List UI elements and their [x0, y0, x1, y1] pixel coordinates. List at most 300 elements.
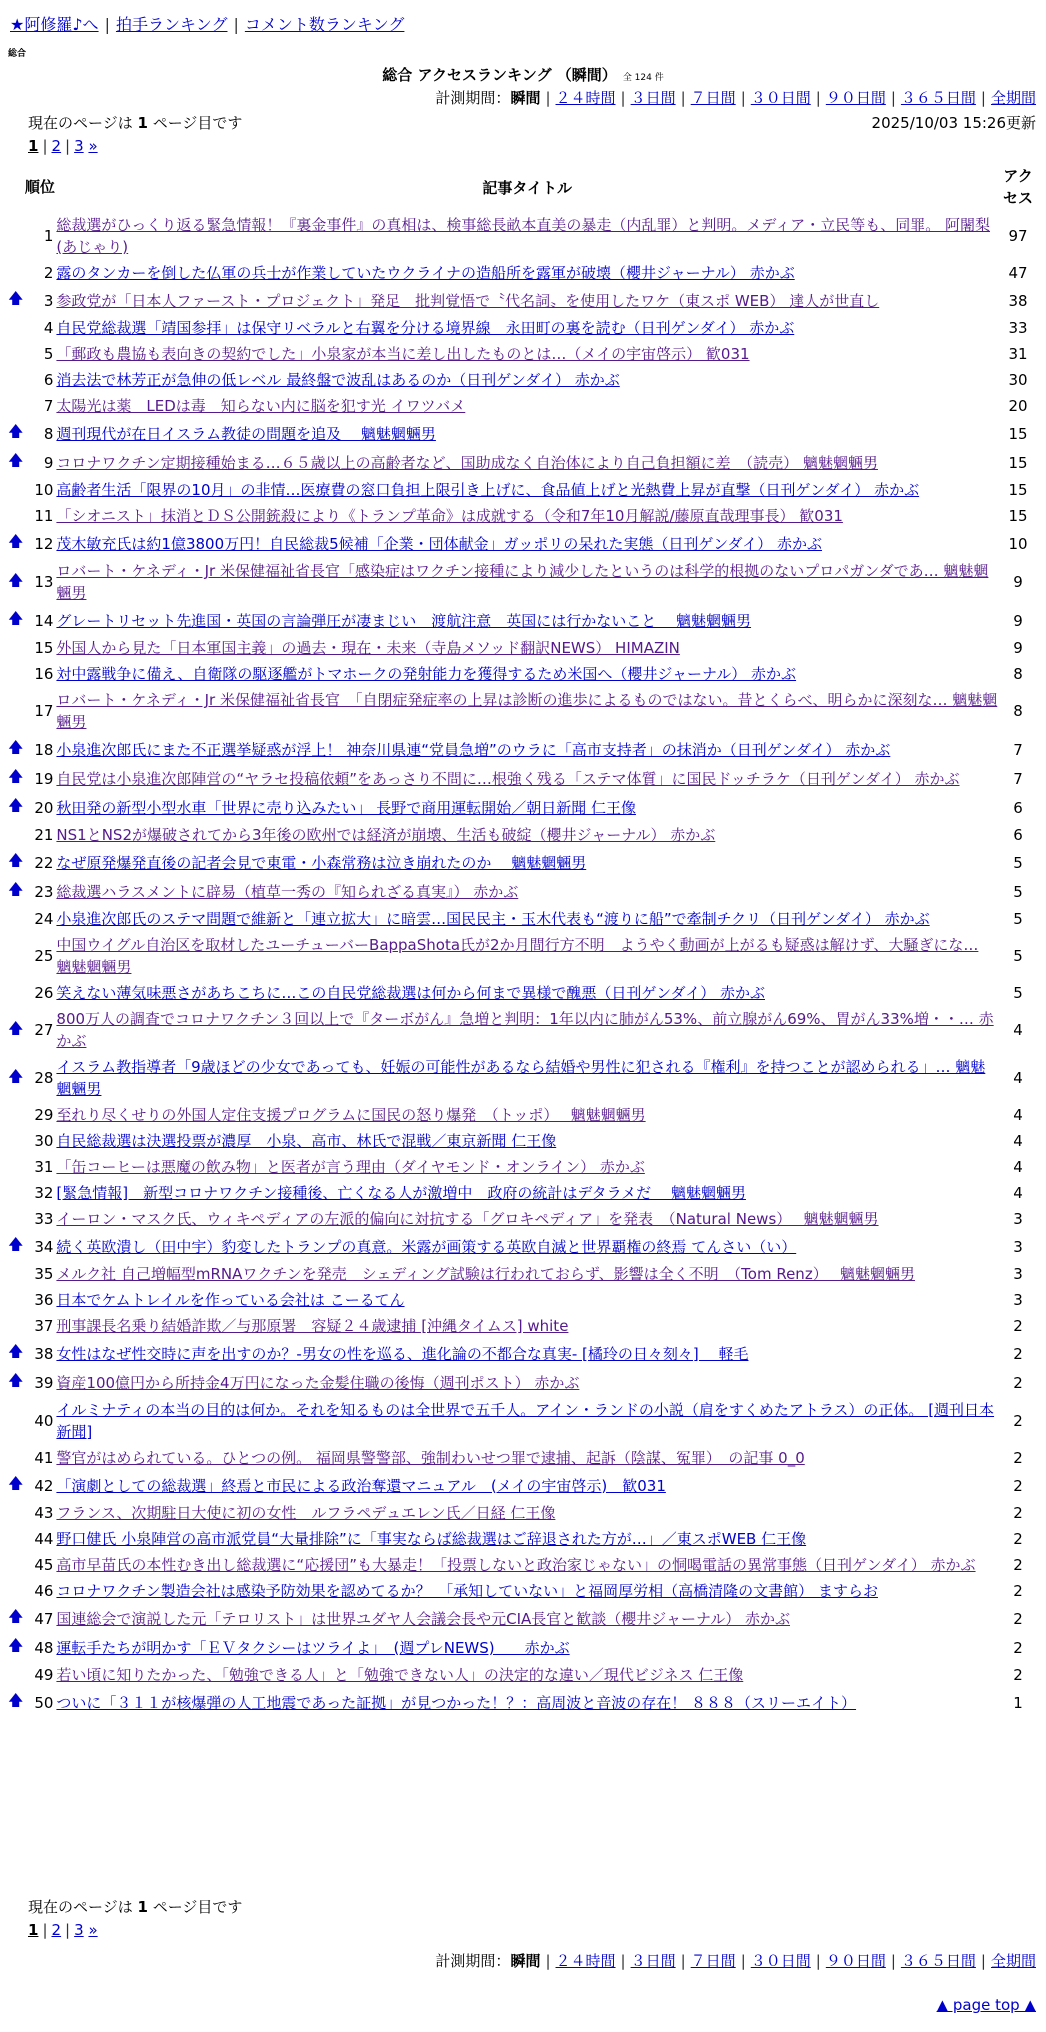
access-count: 4: [1013, 1069, 1023, 1087]
article-title-cell: [56, 286, 998, 315]
table-row: [8, 477, 1038, 503]
article-link[interactable]: 自民党は小泉進次郎陣営の“ヤラセ投稿依頼”をあっさり不問に…根強く残る「ステマ体質」に国民ドッチラケ（日刊ゲンダイ） 赤かぶ: [56, 769, 960, 788]
period-link[interactable]: ２４時間: [555, 1952, 616, 1970]
rank-change-cell: [8, 635, 23, 661]
page-info-bottom: 現在のページは 1 ページ目です: [28, 1898, 243, 1916]
access-count: 3: [1013, 1210, 1023, 1228]
rank-number: 19: [34, 769, 54, 788]
article-link[interactable]: 至れり尽くせりの外国人定住支援プログラムに国民の怒り爆発 （トッポ） 魑魅魍魎男: [56, 1106, 646, 1124]
rank-change-cell: [8, 1180, 23, 1206]
article-link[interactable]: メルク社 自己増幅型mRNAワクチンを発売 シェディング試験は行われておらず、影響は全く不明 （Tom Renz） 魑魅魍魎男: [56, 1265, 915, 1283]
rank-change-cell: [8, 341, 23, 367]
article-link[interactable]: コロナワクチン製造会社は感染予防効果を認めてるか？ 「承知していない」と福岡厚労相（高橋清隆の文書館） ますらお: [56, 1582, 878, 1600]
article-link[interactable]: ロバート・ケネディ・Jr 米保健福祉省長官「感染症はワクチン接種により減少したというのは科学的根拠のないプロパガンダであ… 魑魅魍魎男: [56, 562, 989, 602]
rank-change-cell: [8, 735, 23, 764]
table-row: [8, 1368, 1038, 1397]
rank-number: 23: [34, 882, 54, 901]
rank-change-cell: [8, 367, 23, 393]
article-title-cell: [56, 1471, 998, 1500]
table-row: [8, 1604, 1038, 1633]
article-link[interactable]: 「郵政も農協も表向きの契約でした」小泉家が本当に差し出したものとは…（メイの宇宙啓示） 歓031: [56, 345, 750, 363]
up-arrow-icon: 🡅: [8, 880, 24, 898]
article-link[interactable]: 中国ウイグル自治区を取材したユーチューバーBappaShota氏が2か月間行方不明 ようやく動画が上がるも疑惑は解けず、大騒ぎにな… 魑魅魍魎男: [56, 936, 979, 976]
table-row: [8, 635, 1038, 661]
rank-change-cell: [8, 1261, 23, 1287]
rank-change-cell: [8, 529, 23, 558]
article-title-cell: [56, 687, 998, 735]
rank-number: 5: [43, 345, 54, 363]
rank-number: 49: [34, 1666, 54, 1684]
article-title-cell: [56, 906, 998, 932]
article-link[interactable]: 日本でケムトレイルを作っている会社は こーるてん: [56, 1291, 405, 1309]
article-link[interactable]: 外国人から見た「日本軍国主義」の過去・現在・未来（寺島メソッド翻訳NEWS） HIMAZIN: [56, 639, 680, 657]
article-link[interactable]: 小泉進次郎氏のステマ問題で維新と「連立拡大」に暗雲…国民民主・玉木代表も“渡りに船”で牽制チクリ（日刊ゲンダイ） 赤かぶ: [56, 910, 930, 928]
rank-change-cell: [8, 1578, 23, 1604]
access-count: 2: [1013, 1582, 1023, 1600]
article-title-cell: [56, 1578, 998, 1604]
rank-number: 48: [34, 1638, 54, 1657]
access-count: 5: [1013, 882, 1023, 901]
ranking-body: [8, 212, 1038, 1717]
access-count: 10: [1008, 534, 1028, 553]
article-title-cell: [56, 1633, 998, 1662]
table-row: [8, 1339, 1038, 1368]
rank-change-cell: [8, 260, 23, 286]
separator: |: [620, 89, 626, 107]
access-count: 2: [1013, 1449, 1023, 1467]
article-title-cell: [56, 341, 998, 367]
article-link[interactable]: 「シオニスト」抹消とＤＳ公開銃殺により《トランプ革命》は成就する（令和7年10月解説/藤原直哉理事長） 歓031: [56, 507, 843, 525]
article-link[interactable]: [緊急情報] 新型コロナワクチン接種後、亡くなる人が激増中 政府の統計はデタラメだ 魑魅魍魎男: [56, 1184, 746, 1202]
article-title-cell: [56, 606, 998, 635]
pager-link[interactable]: 3: [74, 1921, 84, 1939]
article-link[interactable]: 刑事課長名乗り結婚詐欺／与那原署 容疑２４歳逮捕 [沖縄タイムス] white: [56, 1317, 569, 1335]
pager-link[interactable]: »: [88, 1921, 98, 1939]
article-title-cell: [56, 764, 998, 793]
pager-current-page: 1: [28, 1921, 39, 1939]
article-link[interactable]: NS1とNS2が爆破されてから3年後の欧州では経済が崩壊、生活も破綻（櫻井ジャーナル） 赤かぶ: [56, 826, 716, 844]
rank-change-cell: [8, 1526, 23, 1552]
article-link[interactable]: コロナワクチン定期接種始まる…６５歳以上の高齢者など、国助成なく自治体により自己負担額に差 （読売） 魑魅魍魎男: [56, 453, 878, 472]
table-row: [8, 1526, 1038, 1552]
rank-change-cell: [8, 1688, 23, 1717]
access-count: 15: [1008, 424, 1028, 443]
article-link[interactable]: 対中露戦争に備え、自衛隊の駆逐艦がトマホークの発射能力を獲得するため米国へ（櫻井ジャーナル） 赤かぶ: [56, 665, 797, 683]
access-count: 47: [1008, 264, 1028, 282]
period-current: 瞬間: [510, 89, 541, 107]
rank-change-cell: [8, 1339, 23, 1368]
rank-number: 20: [34, 798, 54, 817]
rank-number: 1: [43, 227, 54, 245]
rank-change-cell: [8, 822, 23, 848]
table-row: [8, 1397, 1038, 1445]
article-link[interactable]: 参政党が「日本人ファースト・プロジェクト」発足 批判覚悟で〝代名詞〟を使用したワケ（東スポ WEB） 達人が世直し: [56, 291, 880, 310]
article-title-cell: [56, 932, 998, 980]
article-title-cell: [56, 393, 998, 419]
rank-number: 12: [34, 534, 54, 553]
table-row: [8, 367, 1038, 393]
access-count: 4: [1013, 1132, 1023, 1150]
article-title-cell: [56, 315, 998, 341]
rank-change-cell: [8, 1368, 23, 1397]
access-count: 2: [1013, 1530, 1023, 1548]
rank-number: 14: [34, 611, 54, 630]
article-link[interactable]: 「演劇としての総裁選」終焉と市民による政治奪還マニュアル (メイの宇宙啓示) 歓031: [56, 1476, 666, 1495]
table-row: [8, 1287, 1038, 1313]
access-count: 6: [1013, 798, 1023, 817]
article-link[interactable]: 秋田発の新型小型水車「世界に売り込みたい」 長野で商用運転開始／朝日新聞 仁王像: [56, 798, 636, 817]
period-link[interactable]: ３０日間: [750, 89, 811, 107]
rank-number: 10: [34, 481, 54, 499]
up-arrow-icon: 🡅: [8, 289, 24, 307]
access-count: 1: [1013, 1693, 1023, 1712]
article-title-cell: [56, 477, 998, 503]
period-link[interactable]: ７日間: [690, 89, 736, 107]
table-row: [8, 1471, 1038, 1500]
up-arrow-icon: 🡅: [8, 1066, 24, 1085]
article-link[interactable]: 自民総裁選は決選投票が濃厚 小泉、高市、林氏で混戦／東京新聞 仁王像: [56, 1132, 557, 1150]
article-link[interactable]: 高齢者生活「限界の10月」の非情…医療費の窓口負担上限引き上げに、食品値上げと光熱費上昇が直撃（日刊ゲンダイ） 赤かぶ: [56, 481, 920, 499]
article-link[interactable]: 総裁選ハラスメントに辟易（植草一秀の『知られざる真実』） 赤かぶ: [56, 882, 519, 901]
article-title-cell: [56, 1261, 998, 1287]
article-link[interactable]: 女性はなぜ性交時に声を出すのか？-男女の性を巡る、進化論の不都合な真実- [橘玲の日々刻々] 軽毛: [56, 1344, 749, 1363]
rank-change-cell: [8, 212, 23, 260]
article-title-cell: [56, 1232, 998, 1261]
period-link[interactable]: 全期間: [990, 89, 1036, 107]
access-count: 9: [1013, 611, 1023, 630]
access-count: 9: [1013, 573, 1023, 591]
rank-number: 6: [43, 371, 54, 389]
rank-change-cell: [8, 877, 23, 906]
rank-number: 32: [34, 1184, 54, 1202]
pager-link[interactable]: 3: [74, 137, 84, 155]
access-count: 2: [1013, 1476, 1023, 1495]
rank-change-cell: [8, 848, 23, 877]
access-count: 2: [1013, 1344, 1023, 1363]
rank-number: 18: [34, 740, 54, 759]
rank-change-cell: [8, 980, 23, 1006]
rank-number: 17: [34, 702, 54, 720]
rank-change-cell: [8, 1313, 23, 1339]
access-count: 15: [1008, 507, 1028, 525]
access-count: 33: [1008, 319, 1028, 337]
access-count: 20: [1008, 397, 1028, 415]
article-link[interactable]: 野口健氏 小泉陣営の高市派党員“大量排除”に「事実ならば総裁選はご辞退された方が…」／東スポWEB 仁王像: [56, 1530, 807, 1548]
access-count: 2: [1013, 1412, 1023, 1430]
header-access: アクセス: [1002, 167, 1033, 207]
separator: |: [545, 89, 551, 107]
rank-change-cell: [8, 1128, 23, 1154]
up-arrow-icon: 🡅: [8, 1371, 24, 1389]
period-link[interactable]: ３日間: [630, 89, 676, 107]
separator: |: [815, 89, 821, 107]
access-count: 7: [1013, 769, 1023, 788]
rank-number: 8: [43, 424, 54, 443]
updated-timestamp: 2025/10/03 15:26更新: [871, 114, 1036, 132]
page-title-row: [0, 64, 1046, 85]
article-title-cell: [56, 1006, 998, 1054]
article-title-cell: [56, 1688, 998, 1717]
up-arrow-icon: 🡅: [8, 1474, 24, 1492]
up-arrow-icon: 🡅: [8, 1691, 24, 1709]
rank-number: 16: [34, 665, 54, 683]
rank-number: 7: [43, 397, 54, 415]
table-row: [8, 448, 1038, 477]
separator: |: [740, 1952, 746, 1970]
period-link[interactable]: ３６５日間: [900, 89, 976, 107]
article-link[interactable]: 小泉進次郎氏にまた不正選挙疑惑が浮上！ 神奈川県連“党員急増”のウラに「高市支持者」の抹消か（日刊ゲンダイ） 赤かぶ: [56, 740, 891, 759]
nav-link-applause-ranking[interactable]: 拍手ランキング: [115, 15, 228, 34]
table-header-row: [8, 162, 1038, 212]
rank-number: 4: [43, 319, 54, 337]
article-link[interactable]: 露のタンカーを倒した仏軍の兵士が作業していたウクライナの造船所を露軍が破壊（櫻井ジャーナル） 赤かぶ: [56, 264, 795, 282]
rank-number: 44: [34, 1530, 54, 1548]
article-link[interactable]: なぜ原発爆発直後の記者会見で東電・小森常務は泣き崩れたのか 魑魅魍魎男: [56, 853, 587, 872]
article-link[interactable]: ついに「３１１が核爆弾の人工地震であった証拠」が見つかった！？：高周波と音波の存在！ ８８８（スリーエイト）: [56, 1693, 857, 1712]
table-row: [8, 1578, 1038, 1604]
article-title-cell: [56, 1128, 998, 1154]
pager-link[interactable]: 2: [51, 1921, 62, 1939]
up-arrow-icon: 🡅: [8, 1607, 24, 1625]
article-title-cell: [56, 212, 998, 260]
up-arrow-icon: 🡅: [8, 1342, 24, 1360]
up-arrow-icon: 🡅: [8, 796, 24, 814]
page-top-link[interactable]: ▲ page top ▲: [936, 1996, 1036, 2014]
rank-change-cell: [8, 687, 23, 735]
access-count: 2: [1013, 1609, 1023, 1628]
article-title-cell: [56, 448, 998, 477]
page-top-link-wrap: [937, 1996, 1036, 2014]
access-count: 7: [1013, 740, 1023, 759]
pager-current-page: 1: [28, 137, 39, 155]
article-title-cell: [56, 635, 998, 661]
article-link[interactable]: フランス、次期駐日大使に初の女性 ルフラペデュエレン氏／日経 仁王像: [56, 1504, 556, 1522]
article-link[interactable]: 警官がはめられている。ひとつの例。 福岡県警警部、強制わいせつ罪で逮捕、起訴（陰謀、冤罪） の記事 0_0: [56, 1449, 805, 1467]
table-row: [8, 661, 1038, 687]
rank-number: 41: [34, 1449, 54, 1467]
separator: |: [42, 137, 48, 155]
table-row: [8, 1445, 1038, 1471]
rank-change-cell: [8, 477, 23, 503]
rank-change-cell: [8, 1102, 23, 1128]
article-link[interactable]: 資産100億円から所持金4万円になった金髪住職の後悔（週刊ポスト） 赤かぶ: [56, 1373, 580, 1392]
period-link[interactable]: ３日間: [630, 1952, 676, 1970]
article-link[interactable]: 消去法で林芳正が急伸の低レベル 最終盤で波乱はあるのか（日刊ゲンダイ） 赤かぶ: [56, 371, 620, 389]
article-title-cell: [56, 980, 998, 1006]
access-count: 2: [1013, 1666, 1023, 1684]
article-link[interactable]: 800万人の調査でコロナワクチン３回以上で『ターボがん』急増と判明：1年以内に肺がん53%、前立腺がん69%、胃がん33%増・・… 赤かぶ: [56, 1010, 994, 1050]
article-link[interactable]: ロバート・ケネディ・Jr 米保健福祉省長官 「自閉症発症率の上昇は診断の進歩によるものではない。昔とくらべ、明らかに深刻な… 魑魅魍魎男: [56, 691, 998, 731]
article-title-cell: [56, 1313, 998, 1339]
table-row: [8, 1261, 1038, 1287]
table-row: [8, 529, 1038, 558]
article-link[interactable]: イーロン・マスク氏、ウィキペディアの左派的偏向に対抗する「グロキペディア」を発表 （Natural News） 魑魅魍魎男: [56, 1210, 879, 1228]
rank-number: 38: [34, 1344, 54, 1363]
pager-bottom: [28, 1921, 98, 1939]
period-link[interactable]: ３０日間: [750, 1952, 811, 1970]
article-title-cell: [56, 822, 998, 848]
rank-change-cell: [8, 448, 23, 477]
table-row: [8, 822, 1038, 848]
access-count: 6: [1013, 826, 1023, 844]
access-count: 15: [1008, 481, 1028, 499]
rank-number: 34: [34, 1237, 54, 1256]
rank-change-cell: [8, 606, 23, 635]
category-label: 総合: [8, 49, 27, 59]
article-link[interactable]: 総裁選がひっくり返る緊急情報！『裏金事件』の真相は、検事総長畝本直美の暴走（内乱罪）と判明。メディア・立民等も、同罪。 阿闍梨(あじゃり): [56, 216, 990, 256]
article-title-cell: [56, 1180, 998, 1206]
article-link[interactable]: グレートリセット先進国・英国の言論弾圧が凄まじい 渡航注意 英国には行かないこと 魑魅魍魎男: [56, 611, 752, 630]
table-row: [8, 1662, 1038, 1688]
article-title-cell: [56, 1339, 998, 1368]
article-link[interactable]: 国連総会で演説した元「テロリスト」は世界ユダヤ人会議会長や元CIA長官と歓談（櫻井ジャーナル） 赤かぶ: [56, 1609, 791, 1628]
header-title: 記事タイトル: [482, 178, 573, 197]
access-count: 97: [1008, 227, 1028, 245]
separator: |: [233, 15, 239, 34]
article-title-cell: [56, 661, 998, 687]
rank-change-cell: [8, 906, 23, 932]
up-arrow-icon: 🡅: [8, 1235, 24, 1253]
period-link[interactable]: ７日間: [690, 1952, 736, 1970]
rank-change-cell: [8, 661, 23, 687]
article-title-cell: [56, 1500, 998, 1526]
period-current: 瞬間: [510, 1952, 541, 1970]
table-row: [8, 906, 1038, 932]
up-arrow-icon: 🡅: [8, 1018, 24, 1037]
access-count: 4: [1013, 1021, 1023, 1039]
article-title-cell: [56, 1287, 998, 1313]
rank-change-cell: [8, 393, 23, 419]
article-title-cell: [56, 1368, 998, 1397]
period-link[interactable]: 全期間: [990, 1952, 1036, 1970]
table-row: [8, 260, 1038, 286]
period-link[interactable]: ２４時間: [555, 89, 616, 107]
rank-change-cell: [8, 419, 23, 448]
pager-link[interactable]: »: [88, 137, 98, 155]
rank-change-cell: [8, 1500, 23, 1526]
table-row: [8, 735, 1038, 764]
ranking-table: [8, 162, 1038, 1717]
article-link[interactable]: 茂木敏充氏は約1億3800万円！自民総裁5候補「企業・団体献金」ガッポリの呆れた実態（日刊ゲンダイ） 赤かぶ: [56, 534, 822, 553]
separator: |: [620, 1952, 626, 1970]
rank-change-cell: [8, 1471, 23, 1500]
rank-change-cell: [8, 1206, 23, 1232]
up-arrow-icon: 🡅: [8, 451, 24, 469]
header-rank: 順位: [24, 178, 55, 196]
up-arrow-icon: 🡅: [8, 570, 24, 589]
table-row: [8, 606, 1038, 635]
table-row: [8, 1232, 1038, 1261]
rank-number: 37: [34, 1317, 54, 1335]
period-link[interactable]: ３６５日間: [900, 1952, 976, 1970]
article-link[interactable]: 高市早苗氏の本性むき出し総裁選に“応援団”も大暴走！「投票しないと政治家じゃない」の恫喝電話の異常事態（日刊ゲンダイ） 赤かぶ: [56, 1556, 976, 1574]
separator: |: [890, 1952, 896, 1970]
access-count: 30: [1008, 371, 1028, 389]
rank-change-cell: [8, 1154, 23, 1180]
article-link[interactable]: 太陽光は薬 LEDは毒 知らない内に脳を犯す光 イワツバメ: [56, 397, 466, 415]
period-label: 計測期間：: [435, 89, 511, 107]
rank-change-cell: [8, 764, 23, 793]
nav-link-comment-ranking[interactable]: コメント数ランキング: [244, 15, 405, 34]
article-title-cell: [56, 1206, 998, 1232]
rank-number: 9: [43, 453, 54, 472]
article-title-cell: [56, 735, 998, 764]
rank-number: 40: [34, 1412, 54, 1430]
up-arrow-icon: 🡅: [8, 532, 24, 550]
article-title-cell: [56, 1154, 998, 1180]
separator: |: [65, 137, 71, 155]
table-row: [8, 848, 1038, 877]
table-row: [8, 1180, 1038, 1206]
access-count: 15: [1008, 453, 1028, 472]
access-count: 5: [1013, 910, 1023, 928]
article-link[interactable]: 「缶コーヒーは悪魔の飲み物」と医者が言う理由（ダイヤモンド・オンライン） 赤かぶ: [56, 1158, 645, 1176]
article-link[interactable]: イスラム教指導者「9歳ほどの少女であっても、妊娠の可能性があるなら結婚や男性に犯される『権利』を持つことが認められる」… 魑魅魍魎男: [56, 1058, 986, 1098]
rank-number: 28: [34, 1069, 54, 1087]
rank-change-cell: [8, 793, 23, 822]
table-row: [8, 341, 1038, 367]
separator: |: [680, 89, 686, 107]
rank-number: 33: [34, 1210, 54, 1228]
rank-change-cell: [8, 1552, 23, 1578]
period-link[interactable]: ９０日間: [825, 1952, 886, 1970]
article-title-cell: [56, 848, 998, 877]
article-link[interactable]: 若い頃に知りたかった、「勉強できる人」と「勉強できない人」の決定的な違い／現代ビジネス 仁王像: [56, 1666, 744, 1684]
separator: |: [815, 1952, 821, 1970]
table-row: [8, 1128, 1038, 1154]
pager-link[interactable]: 2: [51, 137, 62, 155]
access-count: 8: [1013, 702, 1023, 720]
article-link[interactable]: 週刊現代が在日イスラム教徒の問題を追及 魑魅魍魎男: [56, 424, 436, 443]
rank-number: 11: [34, 507, 54, 525]
nav-link-asyura[interactable]: ★阿修羅♪へ: [10, 15, 99, 34]
access-count: 5: [1013, 984, 1023, 1002]
access-count: 2: [1013, 1504, 1023, 1522]
separator: |: [890, 89, 896, 107]
article-title-cell: [56, 1102, 998, 1128]
article-link[interactable]: イルミナティの本当の目的は何か。それを知るものは全世界で五千人。アイン・ランドの小説（肩をすくめたアトラス）の正体。 [週刊日本新聞]: [56, 1401, 995, 1441]
rank-number: 3: [43, 291, 54, 310]
rank-number: 50: [34, 1693, 54, 1712]
rank-change-cell: [8, 1633, 23, 1662]
access-count: 5: [1013, 853, 1023, 872]
rank-change-cell: [8, 1662, 23, 1688]
article-link[interactable]: 運転手たちが明かす「ＥＶタクシーはツライよ」 (週プレNEWS) 赤かぶ: [56, 1638, 570, 1657]
article-title-cell: [56, 1445, 998, 1471]
article-title-cell: [56, 1526, 998, 1552]
article-link[interactable]: 続く英欧潰し（田中宇）豹変したトランプの真意。米露が画策する英欧自滅と世界覇権の終焉 てんさい（い）: [56, 1237, 797, 1256]
table-row: [8, 558, 1038, 606]
up-arrow-icon: 🡅: [8, 851, 24, 869]
table-row: [8, 1633, 1038, 1662]
rank-number: 46: [34, 1582, 54, 1600]
article-link[interactable]: 自民党総裁選「靖国参拝」は保守リベラルと右翼を分ける境界線 永田町の裏を読む（日刊ゲンダイ） 赤かぶ: [56, 319, 795, 337]
access-count: 4: [1013, 1158, 1023, 1176]
separator: |: [104, 15, 110, 34]
rank-change-cell: [8, 1054, 23, 1102]
rank-change-cell: [8, 1006, 23, 1054]
article-title-cell: [56, 503, 998, 529]
rank-number: 13: [34, 573, 54, 591]
rank-number: 47: [34, 1609, 54, 1628]
period-link[interactable]: ９０日間: [825, 89, 886, 107]
table-row: [8, 932, 1038, 980]
separator: |: [545, 1952, 551, 1970]
separator: |: [980, 1952, 986, 1970]
rank-number: 26: [34, 984, 54, 1002]
article-link[interactable]: 笑えない薄気味悪さがあちこちに…この自民党総裁選は何から何まで異様で醜悪（日刊ゲンダイ） 赤かぶ: [56, 984, 765, 1002]
rank-change-cell: [8, 286, 23, 315]
